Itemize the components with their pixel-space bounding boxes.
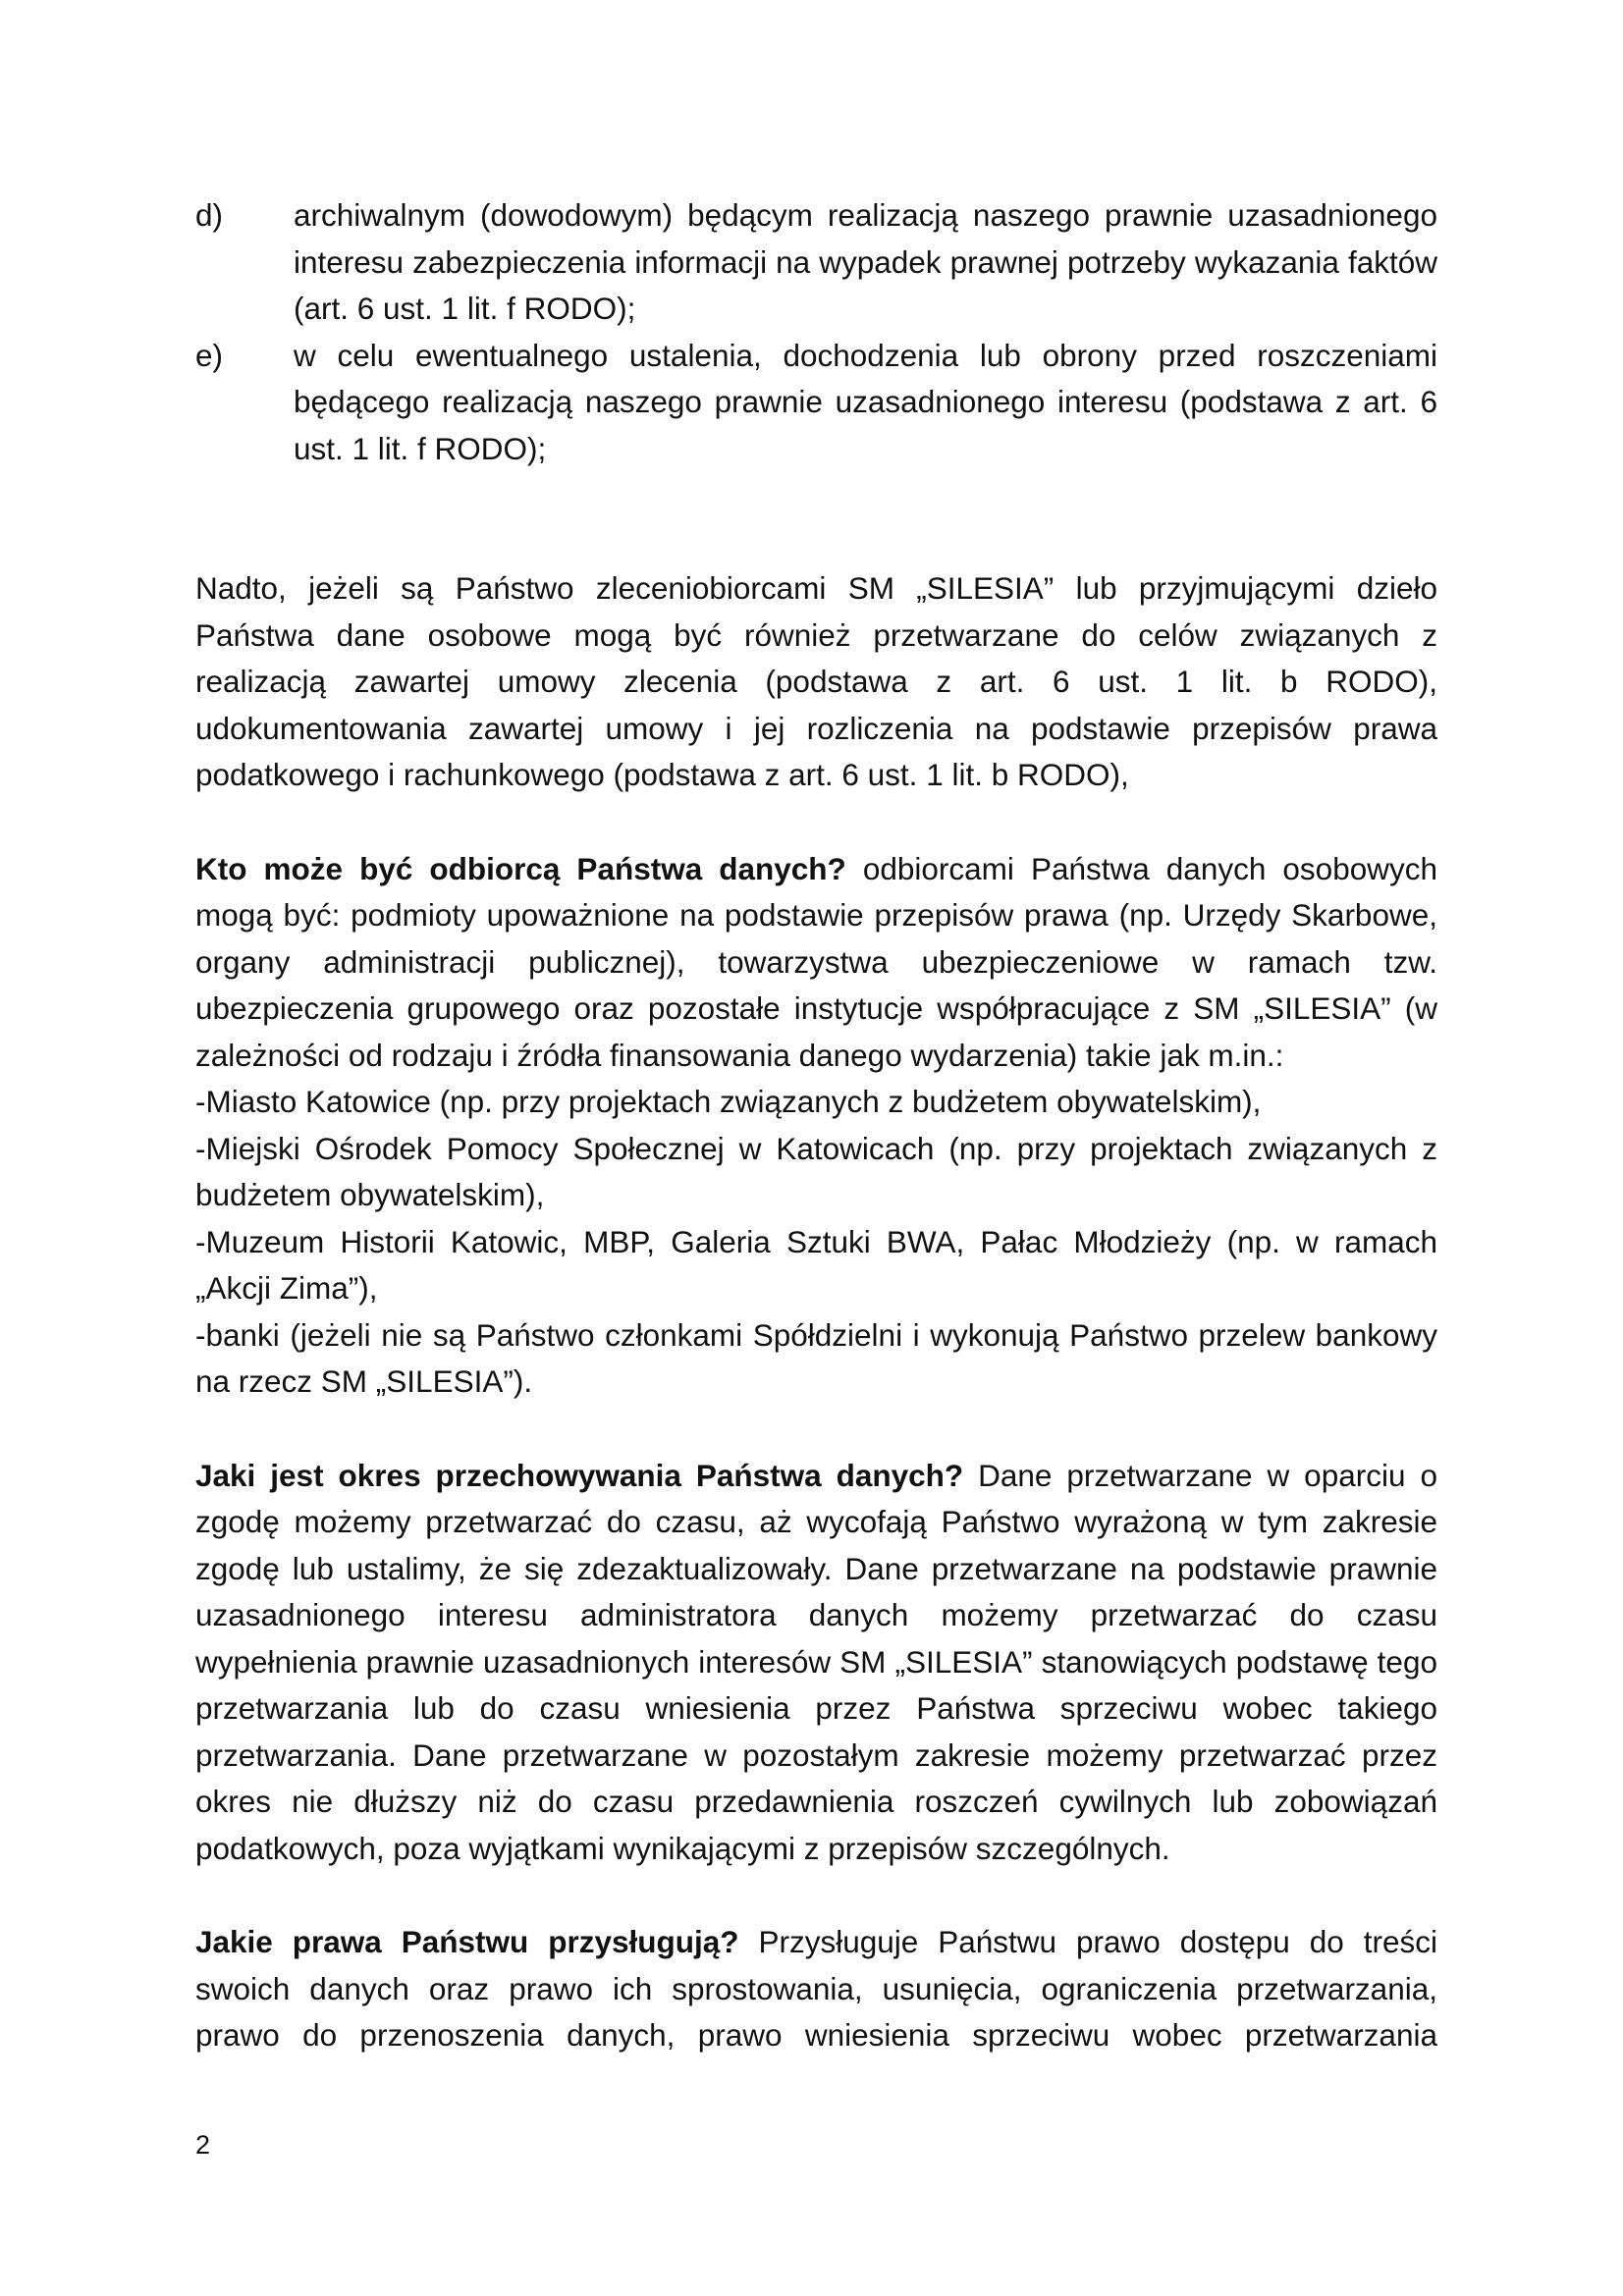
list-item-d <box>195 192 1437 333</box>
list-item-label: e) <box>195 337 224 373</box>
recipient-item: -Miasto Katowice (np. przy projektach związanych z budżetem obywatelskim), <box>195 1084 1262 1119</box>
recipients-paragraph <box>195 846 1437 1080</box>
list-item-e <box>195 333 1437 473</box>
paragraph-nadto: Nadto, jeżeli są Państwo zleceniobiorcami SM „SILESIA” lub przyjmującymi dzieło Państwa dane osobowe mogą być również przetwarzane do celów związanych z realizacją zawartej umowy zlecenia (podstawa z art. 6 ust. 1 lit. b RODO), udokumentowania zawartej umowy i jej rozliczenia na podstawie przepisów prawa podatkowego i rachunkowego (podstawa z art. 6 ust. 1 lit. b RODO), <box>195 570 1437 792</box>
list-item-text: archiwalnym (dowodowym) będącym realizacją naszego prawnie uzasadnionego interesu zabezpieczenia informacji na wypadek prawnej potrzeby wykazania faktów (art. 6 ust. 1 lit. f RODO); <box>294 197 1437 326</box>
recipient-item: -Miejski Ośrodek Pomocy Społecznej w Katowicach (np. przy projektach związanych z budżetem obywatelskim), <box>195 1130 1437 1212</box>
retention-heading: Jaki jest okres przechowywania Państwa danych? <box>195 1457 964 1493</box>
retention-text: Dane przetwarzane w oparciu o zgodę możemy przetwarzać do czasu, aż wycofają Państwo wyrażoną w tym zakresie zgodę lub ustalimy, że się zdezaktualizowały. Dane przetwarzane na podstawie prawnie uzasadnionego interesu administratora danych możemy przetwarzać do czasu wypełnienia prawnie uzasadnionych interesów SM „SILESIA” stanowiących podstawę tego przetwarzania lub do czasu wniesienia przez Państwa sprzeciwu wobec takiego przetwarzania. Dane przetwarzane w pozostałym zakresie możemy przetwarzać przez okres nie dłuższy niż do czasu przedawnienia roszczeń cywilnych lub zobowiązań podatkowych, poza wyjątkami wynikającymi z przepisów szczególnych. <box>195 1457 1437 1866</box>
recipient-item: -banki (jeżeli nie są Państwo członkami Spółdzielni i wykonują Państwo przelew bankowy na rzecz SM „SILESIA”). <box>195 1316 1437 1399</box>
recipient-item: -Muzeum Historii Katowic, MBP, Galeria Sztuki BWA, Pałac Młodzieży (np. w ramach „Akcji Zima”), <box>195 1223 1437 1306</box>
recipients-text: odbiorcami Państwa danych osobowych mogą być: podmioty upoważnione na podstawie przepisów prawa (np. Urzędy Skarbowe, organy administracji publicznej), towarzystwa ubezpieczeniowe w ramach tzw. ubezpieczenia grupowego oraz pozostałe instytucje współpracujące z SM „SILESIA” (w zależności od rodzaju i źródła finansowania danego wydarzenia) takie jak m.in.: <box>195 850 1437 1073</box>
list-item-text: w celu ewentualnego ustalenia, dochodzenia lub obrony przed roszczeniami będącego realizacją naszego prawnie uzasadnionego interesu (podstawa z art. 6 ust. 1 lit. f RODO); <box>294 337 1437 466</box>
rights-text: Przysługuje Państwu prawo dostępu do treści swoich danych oraz prawo ich sprostowania, usunięcia, ograniczenia przetwarzania, prawo do przenoszenia danych, prawo wniesienia sprzeciwu wobec przetwarzania <box>195 1924 1437 2053</box>
recipients-heading: Kto może być odbiorcą Państwa danych? <box>195 850 846 886</box>
rights-heading: Jakie prawa Państwu przysługują? <box>195 1924 739 1959</box>
list-item-label: d) <box>195 197 224 233</box>
page-number: 2 <box>195 2130 211 2160</box>
rights-paragraph <box>195 1919 1437 2059</box>
document-page <box>195 192 1437 2059</box>
retention-paragraph <box>195 1453 1437 1873</box>
